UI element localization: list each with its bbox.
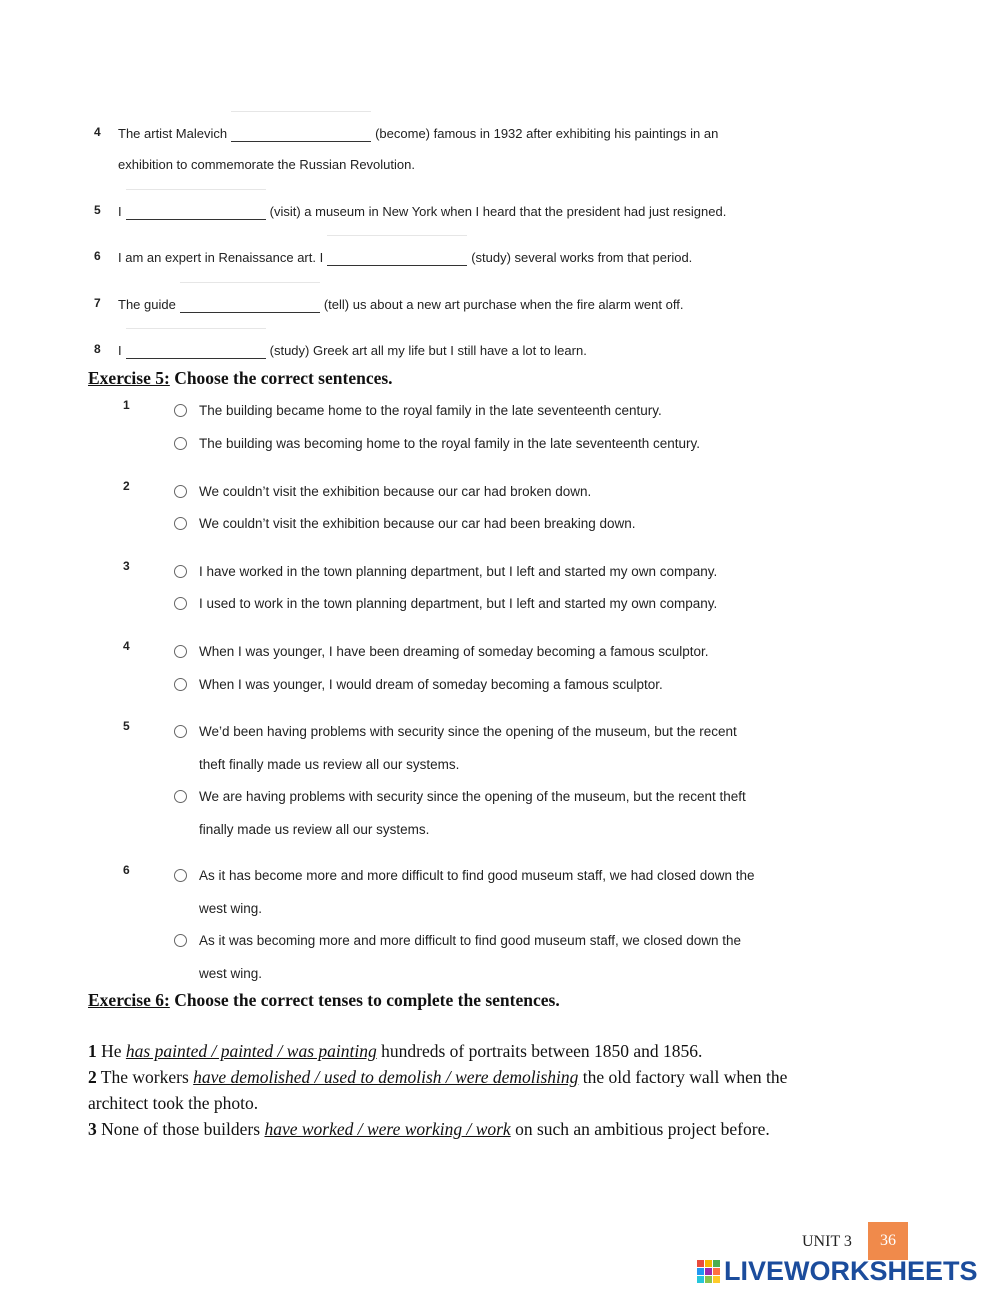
radio-button[interactable] [174,517,187,530]
exercise-5-heading [88,368,393,389]
option-text: We are having problems with security since the opening of the museum, but the recent theft [199,789,746,804]
item-text-before: I [118,343,122,358]
radio-button[interactable] [174,645,187,658]
exercise-label: Exercise 6: [88,990,170,1010]
exercise-6-item-1 [88,1041,702,1062]
answer-blank[interactable] [327,249,467,266]
item-number: 8 [94,342,101,356]
answer-blank[interactable] [126,203,266,220]
question-number: 6 [123,863,130,877]
exercise-label: Exercise 5: [88,368,170,388]
tense-choices[interactable]: have worked / were working / work [264,1119,511,1139]
item-text-after: (study) Greek art all my life but I still have a lot to learn. [269,343,587,358]
option-text: I used to work in the town planning department, but I left and started my own company. [199,596,718,611]
item-number: 6 [94,249,101,263]
radio-button[interactable] [174,404,187,417]
option-text-continued: theft finally made us review all our systems. [199,757,460,772]
item-text-before: The workers [96,1067,194,1087]
question-number: 2 [123,479,130,493]
item-text-after: hundreds of portraits between 1850 and 1856. [376,1041,703,1061]
item-text-after: (become) famous in 1932 after exhibiting his paintings in an [375,126,719,141]
question-number: 4 [123,639,130,653]
blocks-icon [697,1260,721,1282]
option-text: As it was becoming more and more difficult to find good museum staff, we closed down the [199,933,742,948]
item-number: 4 [94,125,101,139]
item-text-after: on such an ambitious project before. [510,1119,770,1139]
item-text-continuation: exhibition to commemorate the Russian Revolution. [118,157,415,172]
question-number: 5 [123,719,130,733]
item-text-after: (visit) a museum in New York when I heard that the president had just resigned. [269,204,727,219]
tense-choices[interactable]: have demolished / used to demolish / were demolishing [193,1067,579,1087]
exercise-6-heading [88,990,560,1011]
option-text: I have worked in the town planning department, but I left and started my own company. [199,564,718,579]
answer-blank[interactable] [180,296,320,313]
exercise-instruction: Choose the correct tenses to complete the sentences. [169,990,560,1010]
unit-label: UNIT 3 [802,1233,852,1250]
answer-blank[interactable] [126,342,266,359]
option-text-continued: west wing. [199,901,263,916]
page-number: 36 [868,1222,908,1260]
item-number: 2 [88,1067,97,1087]
radio-button[interactable] [174,597,187,610]
option-text: The building was becoming home to the royal family in the late seventeenth century. [199,436,701,451]
option-text: When I was younger, I would dream of someday becoming a famous sculptor. [199,677,663,692]
radio-button[interactable] [174,678,187,691]
radio-button[interactable] [174,485,187,498]
item-text-before: I am an expert in Renaissance art. I [118,250,324,265]
option-text-continued: finally made us review all our systems. [199,822,430,837]
radio-button[interactable] [174,725,187,738]
exercise-instruction: Choose the correct sentences. [169,368,393,388]
item-text-before: The guide [118,297,176,312]
answer-blank[interactable] [231,125,371,142]
exercise-6-item-2-continued: architect took the photo. [88,1093,259,1113]
option-text: We couldn’t visit the exhibition because our car had been breaking down. [199,516,636,531]
radio-button[interactable] [174,790,187,803]
option-text: We couldn’t visit the exhibition because our car had broken down. [199,484,592,499]
option-text: We’d been having problems with security since the opening of the museum, but the recent [199,724,737,739]
liveworksheets-logo [697,1256,997,1286]
question-number: 3 [123,559,130,573]
exercise-6-item-2 [88,1067,787,1088]
question-number: 1 [123,398,130,412]
item-number: 1 [88,1041,97,1061]
option-text: When I was younger, I have been dreaming of someday becoming a famous sculptor. [199,644,709,659]
item-text-after: (tell) us about a new art purchase when the fire alarm went off. [323,297,684,312]
item-text-after: the old factory wall when the [578,1067,788,1087]
logo-text: LIVEWORKSHEETS [724,1256,978,1286]
item-text-after: (study) several works from that period. [471,250,693,265]
item-number: 3 [88,1119,97,1139]
exercise-6-item-3 [88,1119,770,1140]
item-text-before: None of those builders [96,1119,265,1139]
item-text-before: The artist Malevich [118,126,228,141]
radio-button[interactable] [174,565,187,578]
item-text-before: I [118,204,122,219]
tense-choices[interactable]: has painted / painted / was painting [125,1041,377,1061]
item-number: 7 [94,296,101,310]
radio-button[interactable] [174,934,187,947]
option-text-continued: west wing. [199,966,263,981]
item-text-before: He [96,1041,126,1061]
item-number: 5 [94,203,101,217]
option-text: The building became home to the royal family in the late seventeenth century. [199,403,662,418]
radio-button[interactable] [174,869,187,882]
radio-button[interactable] [174,437,187,450]
option-text: As it has become more and more difficult to find good museum staff, we had closed down the [199,868,755,883]
